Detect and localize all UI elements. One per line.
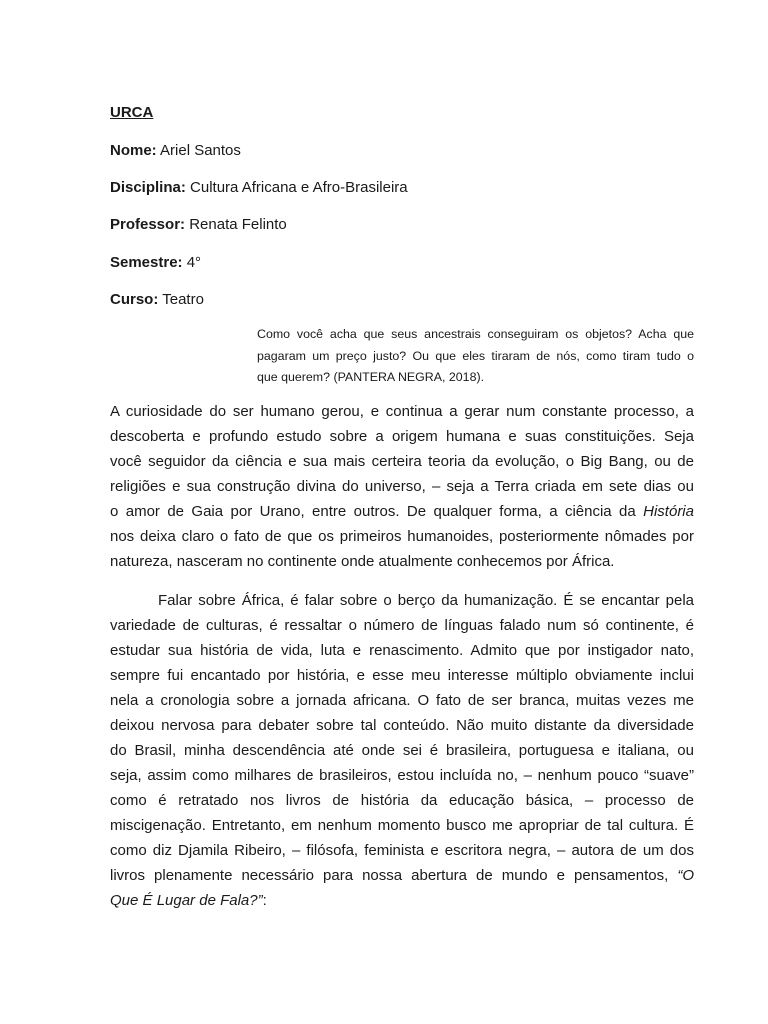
paragraph-2	[110, 588, 694, 913]
paragraph-line: variedade de culturas, é ressaltar o número de línguas falado num só continente, é	[110, 617, 694, 634]
paragraph-line: como diz Djamila Ribeiro, – filósofa, feminista e escritora negra, – autora de um dos	[110, 842, 694, 859]
paragraph-line: natureza, nasceram no continente onde atualmente conhecemos por África.	[110, 553, 615, 570]
name-label: Nome:	[110, 142, 157, 159]
paragraph-line: religiões e sua construção divina do universo, – seja a Terra criada em sete dias ou	[110, 478, 694, 495]
paragraph-line: do Brasil, minha descendência até onde sei é brasileira, portuguesa e italiana, ou	[110, 742, 694, 759]
paragraph-line: estudar sua história de vida, luta e renascimento. Admito que por instigador nato,	[110, 642, 694, 659]
paragraph-line: sempre fui encantado por história, e esse meu interesse múltiplo obviamente inclui	[110, 667, 694, 684]
epigraph-line: Como você acha que seus ancestrais conseguiram os objetos? Acha que	[257, 327, 694, 341]
book-title-italic: Que É Lugar de Fala?”	[110, 892, 263, 909]
course-line	[110, 290, 204, 310]
paragraph-line: seja, assim como milhares de brasileiros, estou incluída no, – nenhum pouco “suave”	[110, 767, 694, 784]
paragraph-line: deixou nervosa para debater sobre tal conteúdo. Não muito distante da diversidade	[110, 717, 694, 734]
semester-label: Semestre:	[110, 254, 183, 271]
discipline-value: Cultura Africana e Afro-Brasileira	[190, 179, 408, 196]
paragraph-1	[110, 399, 694, 574]
epigraph-line: pagaram um preço justo? Ou que eles tiraram de nós, como tiram tudo o	[257, 348, 694, 363]
paragraph-line: nela a cronologia sobre a jornada africana. O fato de ser branca, muitas vezes me	[110, 692, 694, 709]
paragraph-line: descoberta e profundo estudo sobre a origem humana e suas constituições. Seja	[110, 428, 694, 445]
paragraph-line: nos deixa claro o fato de que os primeiros humanoides, posteriormente nômades por	[110, 528, 694, 545]
paragraph-line: A curiosidade do ser humano gerou, e continua a gerar num constante processo, a	[110, 403, 694, 420]
paragraph-line: livros plenamente necessário para nossa abertura de mundo e pensamentos, “O	[110, 867, 694, 884]
name-line	[110, 141, 241, 161]
semester-line	[110, 253, 201, 273]
institution-title: URCA	[110, 104, 154, 121]
semester-value: 4°	[186, 254, 202, 271]
professor-label: Professor:	[110, 216, 186, 233]
paragraph-line: Falar sobre África, é falar sobre o berço da humanização. É se encantar pela	[158, 592, 694, 609]
name-value: Ariel Santos	[160, 142, 241, 159]
course-label: Curso:	[110, 291, 159, 308]
paragraph-line: o amor de Gaia por Urano, entre outros. De qualquer forma, a ciência da História	[110, 503, 694, 520]
epigraph-line: que querem? (PANTERA NEGRA, 2018).	[257, 370, 485, 384]
paragraph-line: Que É Lugar de Fala?”:	[110, 892, 267, 909]
professor-line	[110, 215, 287, 235]
professor-value: Renata Felinto	[189, 216, 287, 233]
course-value: Teatro	[162, 291, 204, 308]
discipline-line	[110, 178, 408, 198]
history-italic: História	[643, 503, 694, 520]
paragraph-line: como é retratado nos livros de história da educação básica, – processo de	[110, 792, 694, 809]
book-title-italic: “O	[677, 867, 694, 884]
paragraph-line: você seguidor da ciência e sua mais certeira teoria da evolução, o Big Bang, ou de	[110, 453, 694, 470]
discipline-label: Disciplina:	[110, 179, 186, 196]
epigraph-quote	[257, 324, 694, 389]
paragraph-line: miscigenação. Entretanto, em nenhum momento busco me apropriar de tal cultura. É	[110, 817, 694, 834]
